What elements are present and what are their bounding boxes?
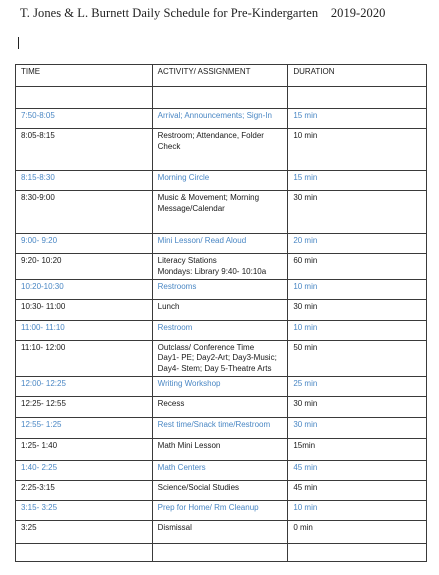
- header-duration: DURATION: [288, 65, 427, 87]
- text-cursor[interactable]: [18, 37, 19, 49]
- activity-line: Music & Movement; Morning: [157, 193, 260, 202]
- activity-cell: [152, 87, 288, 109]
- duration-cell: 15min: [288, 438, 427, 460]
- activity-line: Arrival; Announcements; Sign-In: [157, 111, 272, 120]
- activity-cell: [152, 480, 288, 500]
- activity-cell: [152, 234, 288, 254]
- activity-line: Math Mini Lesson: [157, 440, 221, 450]
- table-row: [16, 396, 427, 417]
- activity-line: Writing Workshop: [157, 378, 221, 388]
- time-cell: 10:30- 11:00: [16, 299, 153, 320]
- activity-cell: [152, 279, 288, 299]
- time-cell: 9:00- 9:20: [16, 234, 153, 254]
- activity-line: Dismissal: [157, 522, 192, 532]
- time-cell: 11:00- 11:10: [16, 320, 153, 340]
- time-cell: 8:05-8:15: [16, 129, 153, 171]
- duration-cell: 0 min: [288, 520, 427, 543]
- document-title: T. Jones & L. Burnett Daily Schedule for Pre-Kindergarten 2019-2020: [20, 6, 386, 20]
- table-row: [16, 520, 427, 543]
- time-cell: 10:20-10:30: [16, 279, 153, 299]
- duration-cell: 10 min: [288, 500, 427, 520]
- table-row: [16, 279, 427, 299]
- table-row: [16, 417, 427, 438]
- duration-cell: 50 min: [288, 340, 427, 376]
- duration-cell: 30 min: [288, 396, 427, 417]
- table-row: [16, 543, 427, 561]
- activity-line: Restrooms: [157, 281, 197, 291]
- duration-cell: 10 min: [288, 279, 427, 299]
- time-cell: 3:15- 3:25: [16, 500, 153, 520]
- duration-cell: 15 min: [288, 171, 427, 191]
- table-row: [16, 340, 427, 376]
- activity-line: Morning Circle: [157, 173, 210, 182]
- time-cell: 11:10- 12:00: [16, 340, 153, 376]
- activity-cell: [152, 320, 288, 340]
- duration-cell: 45 min: [288, 460, 427, 480]
- activity-line: Day1- PE; Day2-Art; Day3-Music;: [157, 353, 277, 363]
- activity-line: Day4- Stem; Day 5-Theatre Arts: [157, 364, 272, 374]
- table-row: [16, 254, 427, 280]
- time-cell: [16, 87, 153, 109]
- activity-line: Rest time/Snack time/Restroom: [157, 419, 271, 429]
- time-cell: [16, 543, 153, 561]
- time-cell: 1:40- 2:25: [16, 460, 153, 480]
- table-row: [16, 109, 427, 129]
- duration-cell: [288, 87, 427, 109]
- activity-line: Check: [157, 141, 181, 151]
- activity-line: Restroom; Attendance, Folder: [157, 131, 264, 140]
- activity-line: Math Centers: [157, 462, 206, 472]
- table-row: [16, 480, 427, 500]
- activity-line: Mondays: Library 9:40- 10:10a: [157, 266, 267, 276]
- duration-cell: 30 min: [288, 191, 427, 234]
- activity-line: Message/Calendar: [157, 203, 225, 213]
- activity-cell: [152, 460, 288, 480]
- time-cell: 12:25- 12:55: [16, 396, 153, 417]
- activity-cell: [152, 299, 288, 320]
- duration-cell: 30 min: [288, 417, 427, 438]
- table-header-row: [16, 65, 427, 87]
- activity-cell: [152, 129, 288, 171]
- time-cell: 2:25-3:15: [16, 480, 153, 500]
- activity-line: Mini Lesson/ Read Aloud: [157, 236, 247, 245]
- duration-cell: 25 min: [288, 376, 427, 396]
- activity-cell: [152, 417, 288, 438]
- activity-cell: [152, 438, 288, 460]
- activity-cell: [152, 171, 288, 191]
- activity-line: Outclass/ Conference Time: [157, 342, 255, 352]
- time-cell: 12:00- 12:25: [16, 376, 153, 396]
- table-row: [16, 299, 427, 320]
- header-time: TIME: [16, 65, 153, 87]
- duration-cell: 15 min: [288, 109, 427, 129]
- duration-cell: 45 min: [288, 480, 427, 500]
- activity-cell: [152, 340, 288, 376]
- activity-cell: [152, 500, 288, 520]
- time-cell: 8:30-9:00: [16, 191, 153, 234]
- schedule-table: [15, 64, 427, 562]
- table-row: [16, 171, 427, 191]
- time-cell: 12:55- 1:25: [16, 417, 153, 438]
- activity-cell: [152, 254, 288, 280]
- duration-cell: 10 min: [288, 129, 427, 171]
- table-row: [16, 191, 427, 234]
- activity-line: Lunch: [157, 301, 180, 311]
- time-cell: 7:50-8:05: [16, 109, 153, 129]
- activity-cell: [152, 376, 288, 396]
- activity-line: Restroom: [157, 322, 193, 332]
- activity-line: Literacy Stations: [157, 256, 217, 265]
- activity-cell: [152, 520, 288, 543]
- header-activity: ACTIVITY/ ASSIGNMENT: [152, 65, 288, 87]
- table-row: [16, 500, 427, 520]
- activity-cell: [152, 109, 288, 129]
- table-row: [16, 87, 427, 109]
- activity-cell: [152, 543, 288, 561]
- duration-cell: 60 min: [288, 254, 427, 280]
- time-cell: 8:15-8:30: [16, 171, 153, 191]
- duration-cell: 10 min: [288, 320, 427, 340]
- time-cell: 9:20- 10:20: [16, 254, 153, 280]
- table-row: [16, 129, 427, 171]
- time-cell: 3:25: [16, 520, 153, 543]
- table-row: [16, 320, 427, 340]
- activity-line: Science/Social Studies: [157, 482, 240, 492]
- activity-cell: [152, 396, 288, 417]
- table-row: [16, 376, 427, 396]
- activity-line: Recess: [157, 398, 185, 408]
- table-row: [16, 460, 427, 480]
- table-row: [16, 234, 427, 254]
- activity-cell: [152, 191, 288, 234]
- activity-line: Prep for Home/ Rm Cleanup: [157, 502, 259, 512]
- duration-cell: [288, 543, 427, 561]
- table-row: [16, 438, 427, 460]
- duration-cell: 30 min: [288, 299, 427, 320]
- duration-cell: 20 min: [288, 234, 427, 254]
- time-cell: 1:25- 1:40: [16, 438, 153, 460]
